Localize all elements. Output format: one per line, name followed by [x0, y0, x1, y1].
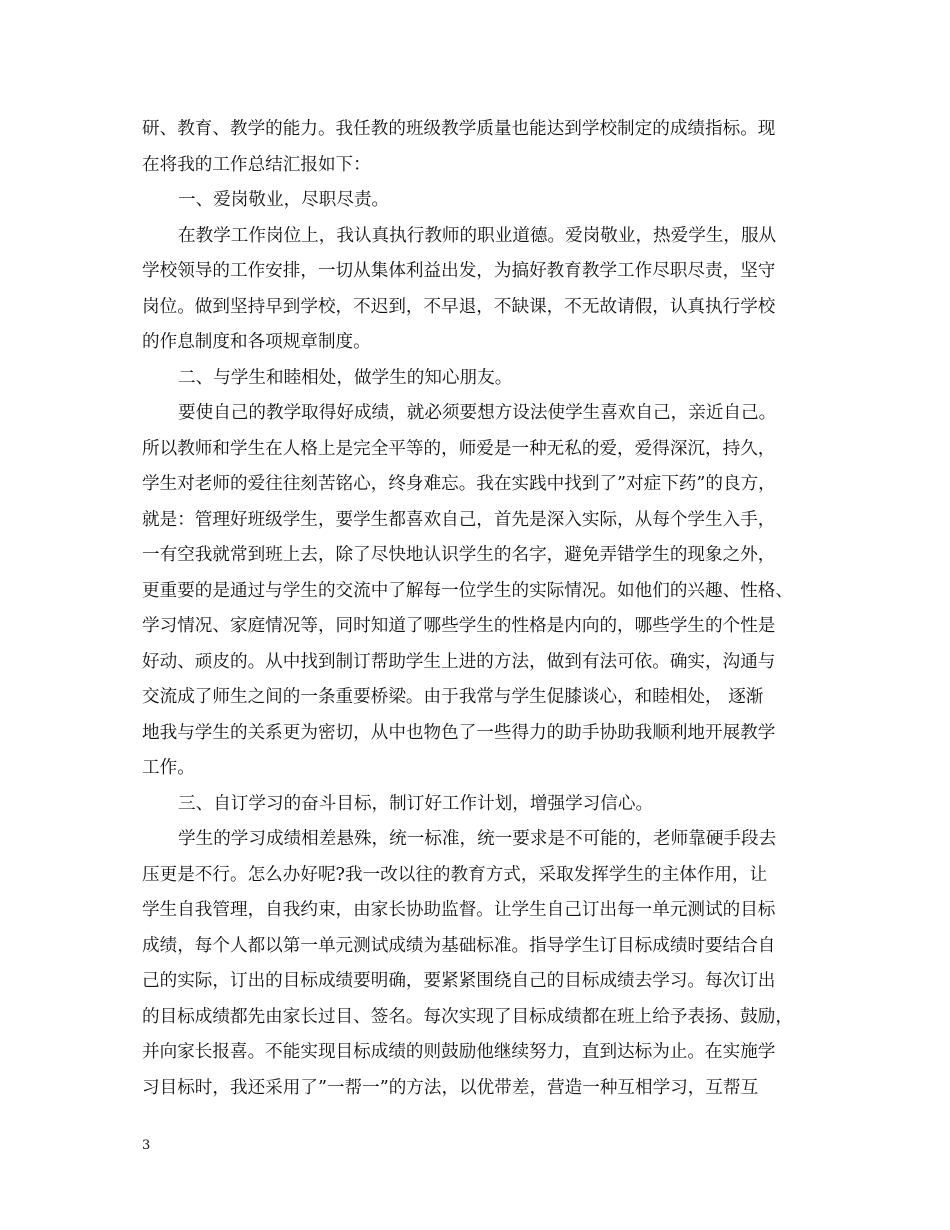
text-line: 一有空我就常到班上去，除了尽快地认识学生的名字，避免弄错学生的现象之外， [142, 545, 776, 565]
text-line: 习目标时，我还采用了”一帮一”的方法，以优带差，营造一种互相学习，互帮互 [142, 1077, 759, 1098]
text-line: 就是：管理好班级学生，要学生都喜欢自己，首先是深入实际，从每个学生入手， [142, 509, 776, 530]
text-line: 研、教育、教学的能力。我任教的班级教学质量也能达到学校制定的成绩指标。现 [142, 119, 776, 139]
text-line: 地我与学生的关系更为密切，从中也物色了一些得力的助手协助我顺利地开展教学 [142, 722, 776, 743]
text-line: 的作息制度和各项规章制度。 [142, 332, 371, 352]
section-heading: 三、自订学习的奋斗目标，制订好工作计划，增强学习信心。 [178, 793, 654, 814]
text-line: 交流成了师生之间的一条重要桥梁。由于我常与学生促膝谈心，和睦相处， 逐渐 [142, 687, 764, 707]
text-line: 并向家长报喜。不能实现目标成绩的则鼓励他继续努力，直到达标为止。在实施学 [142, 1042, 776, 1062]
text-line: 所以教师和学生在人格上是完全平等的，师爱是一种无私的爱，爱得深沉，持久， [142, 438, 776, 459]
text-line: 工作。 [142, 758, 195, 778]
section-heading: 二、与学生和睦相处，做学生的知心朋友。 [178, 367, 513, 388]
text-line: 学生对老师的爱往往刻苦铭心，终身难忘。我在实践中找到了”对症下药”的良方， [142, 474, 776, 494]
text-line: 在将我的工作总结汇报如下： [142, 154, 371, 175]
text-line: 的目标成绩都先由家长过目、签名。每次实现了目标成绩都在班上给予表扬、鼓励， [142, 1006, 793, 1027]
text-line: 学生自我管理，自我约束，由家长协助监督。让学生自己订出每一单元测试的目标 [142, 900, 776, 920]
text-line: 在教学工作岗位上，我认真执行教师的职业道德。爱岗敬业，热爱学生，服从 [178, 225, 777, 246]
text-line: 学校领导的工作安排，一切从集体利益出发，为搞好教育教学工作尽职尽责，坚守 [142, 261, 776, 281]
text-line: 成绩，每个人都以第一单元测试成绩为基础标准。指导学生订目标成绩时要结合自 [142, 935, 776, 956]
text-line: 学习情况、家庭情况等，同时知道了哪些学生的性格是内向的，哪些学生的个性是 [142, 616, 776, 636]
text-line: 学生的学习成绩相差悬殊，统一标准，统一要求是不可能的，老师靠硬手段去 [178, 829, 777, 849]
text-line: 要使自己的教学取得好成绩，就必须要想方设法使学生喜欢自己，亲近自己。 [178, 403, 777, 423]
text-line: 压更是不行。怎么办好呢?我一改以往的教育方式，采取发挥学生的主体作用，让 [142, 864, 768, 885]
text-line: 己的实际，订出的目标成绩要明确，要紧紧围绕自己的目标成绩去学习。每次订出 [142, 971, 776, 991]
section-heading: 一、爱岗敬业，尽职尽责。 [178, 190, 390, 210]
page-number: 3 [142, 1138, 151, 1153]
text-line: 好动、顽皮的。从中找到制订帮助学生上进的方法，做到有法可依。确实，沟通与 [142, 651, 776, 672]
text-line: 岗位。做到坚持早到学校，不迟到，不早退，不缺课，不无故请假，认真执行学校 [142, 296, 776, 317]
body-text [142, 112, 824, 1106]
text-line: 更重要的是通过与学生的交流中了解每一位学生的实际情况。如他们的兴趣、性格、 [142, 580, 793, 601]
